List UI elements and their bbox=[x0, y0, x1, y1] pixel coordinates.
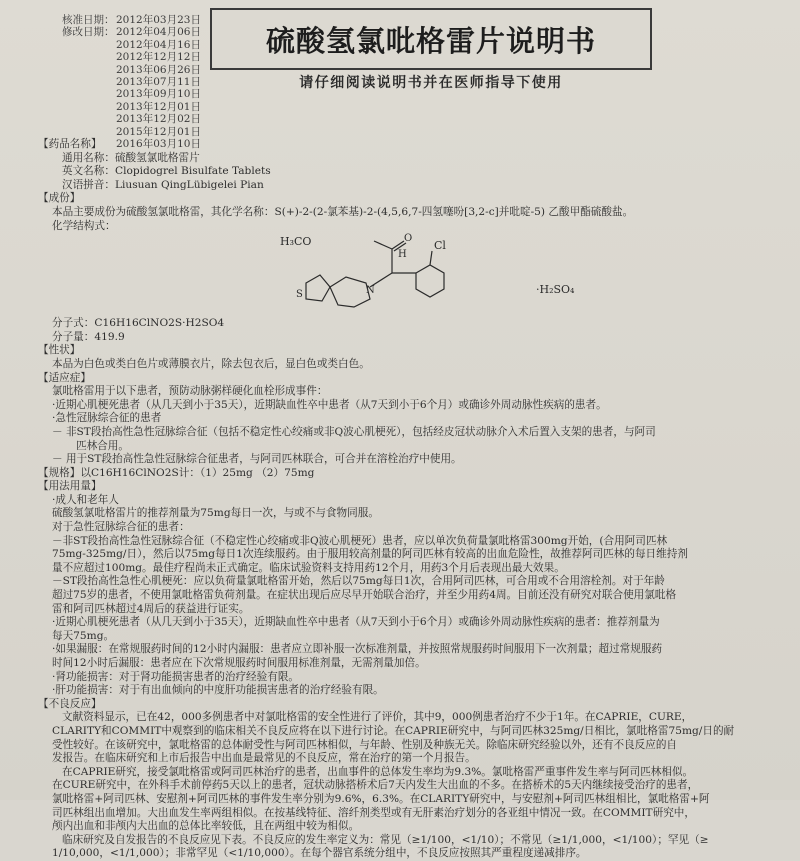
date-row: 修改日期： 2012年04月06日 bbox=[62, 26, 201, 39]
section-heading: 【不良反应】 bbox=[38, 697, 102, 710]
c-o-bond bbox=[374, 241, 392, 249]
spec-text: 以C16H16ClNO2S计：（1）25mg （2）75mg bbox=[80, 466, 315, 479]
indication-line: 氯吡格雷用于以下患者，预防动脉粥样硬化血栓形成事件： bbox=[52, 385, 328, 398]
english-name: 英文名称：Clopidogrel Bisulfate Tablets bbox=[62, 165, 271, 178]
section-heading: 【药品名称】 bbox=[38, 138, 102, 150]
dosage-line: 量不应超过100mg。最佳疗程尚未正式确定。临床试验资料支持用药12个月，用药3个月后表现出最大效果。 bbox=[52, 561, 565, 574]
adverse-line: 1/10,000，<1/1,000）；非常罕见（<1/10,000）。在每个器官系统分组中，不良反应按照其严重程度递减排序。 bbox=[52, 847, 587, 860]
date-row: 核准日期： 2012年03月23日 bbox=[62, 14, 201, 26]
dosage-line: 每天75mg。 bbox=[52, 629, 115, 642]
indication-line: 匹林合用。 bbox=[76, 439, 129, 452]
document-subtitle: 请仔细阅读说明书并在医师指导下使用 bbox=[299, 75, 563, 91]
adverse-line: 临床研究及自发报告的不良反应见下表。不良反应的发生率定义为：常见（≥1/100，<1/10）；不常见（≥1/1,000，<1/100）；罕见（≥ bbox=[62, 833, 709, 846]
document-title-box bbox=[210, 8, 652, 70]
dosage-section bbox=[38, 480, 790, 698]
dosage-line: 对于急性冠脉综合征的患者： bbox=[52, 521, 190, 534]
indications-section bbox=[38, 372, 790, 467]
methoxy-label: H₃CO bbox=[280, 235, 312, 249]
adverse-line: 文献资料显示，已在42，000多例患者中对氯吡格雷的安全性进行了评价，其中9，000例患者治疗不少于1年。在CAPRIE，CURE， bbox=[62, 711, 693, 724]
adverse-line: 颅内出血和非颅内大出血的总体比率较低，且在两组中较为相似。 bbox=[52, 820, 360, 833]
section-heading: 【成份】 bbox=[38, 192, 81, 205]
section-heading: 【用法用量】 bbox=[38, 480, 102, 493]
dosage-line: 75mg-325mg/日），然后以75mg每日1次连续服药。由于服用较高剂量的阿司匹林有较高的出血危险性，故推荐阿司匹林的每日维持剂 bbox=[52, 548, 688, 561]
indication-line: ·近期心肌梗死患者（从几天到小于35天），近期缺血性卒中患者（从7天到小于6个月）或确诊外周动脉性疾病的患者。 bbox=[52, 398, 607, 411]
dosage-line: 硫酸氢氯吡格雷片的推荐剂量为75mg每日一次，与或不与食物同服。 bbox=[52, 507, 379, 520]
date-row: 2016年03月10日 bbox=[116, 138, 201, 151]
dosage-line: －非ST段抬高性急性冠脉综合征（不稳定性心绞痛或非Q波心肌梗死）患者，应以单次负荷量氯吡格雷300mg开始，(合用阿司匹林 bbox=[52, 534, 668, 547]
chiral-h-label: H bbox=[398, 249, 407, 261]
adverse-line: 氯吡格雷+阿司匹林、安慰剂+阿司匹林的事件发生率分别为9.6%，6.3%。在CLARITY研究中，与安慰剂+阿司匹林组相比，氯吡格雷+阿 bbox=[52, 792, 710, 805]
structure-label: 化学结构式： bbox=[52, 219, 116, 232]
date-row: 2013年09月10日 bbox=[116, 88, 201, 101]
molecular-formula: 分子式：C16H16ClNO2S·H2SO4 bbox=[52, 317, 225, 330]
section-heading: 【性状】 bbox=[38, 344, 81, 357]
adverse-line: 受性较好。在该研究中，氯吡格雷的总体耐受性与阿司匹林相似，与年龄、性别及种族无关。除临床研究经验以外，还有不良反应的自 bbox=[52, 738, 678, 751]
date-row: 2013年06月26日 bbox=[116, 63, 201, 76]
dosage-line: ·肝功能损害：对于有出血倾向的中度肝功能损害患者的治疗经验有限。 bbox=[52, 684, 384, 697]
character-text: 本品为白色或类白色片或薄膜衣片，除去包衣后，显白色或类白色。 bbox=[52, 357, 370, 370]
document-title: 硫酸氢氯吡格雷片说明书 bbox=[265, 23, 596, 58]
composition-text: 本品主要成份为硫酸氢氯吡格雷，其化学名称：S(+)-2-(2-氯苯基)-2-(4,5,6,7-四氢噻吩[3,2-c]并吡啶-5) 乙酸甲酯硫酸盐。 bbox=[52, 205, 634, 218]
adverse-line: 在CURE研究中，在外科手术前停药5天以上的患者，冠状动脉搭桥术后7天内发生大出血的不多。在搭桥术的5天内继续接受治疗的患者， bbox=[52, 779, 699, 792]
dosage-line: ·成人和老年人 bbox=[52, 493, 119, 506]
date-row: 2013年12月02日 bbox=[116, 113, 201, 126]
section-heading: 【适应症】 bbox=[38, 371, 91, 384]
chemical-structure bbox=[38, 235, 790, 317]
date-row: 2015年12月01日 bbox=[116, 125, 201, 138]
thiophene-ring bbox=[306, 275, 330, 301]
composition-section bbox=[38, 192, 790, 344]
spec-section bbox=[38, 467, 790, 481]
dosage-line: －ST段抬高性急性心肌梗死：应以负荷量氯吡格雷开始，然后以75mg每日1次，合用阿司匹林，可合用或不合用溶栓剂。对于年龄 bbox=[52, 575, 665, 588]
indication-line: － 用于ST段抬高性急性冠脉综合征患者，与阿司匹林联合，可合并在溶栓治疗中使用。 bbox=[52, 453, 462, 466]
chlorine-label: Cl bbox=[434, 239, 446, 253]
revision-dates bbox=[62, 14, 201, 150]
c-cl-bond bbox=[430, 251, 432, 265]
indication-line: － 非ST段抬高性急性冠脉综合征（包括不稳定性心绞痛或非Q波心肌梗死），包括经皮冠状动脉介入术后置入支架的患者，与阿司 bbox=[52, 425, 656, 438]
date-row: 2012年12月12日 bbox=[116, 51, 201, 64]
adverse-line: 在CAPRIE研究，接受氯吡格雷或阿司匹林治疗的患者，出血事件的总体发生率均为9.3%。氯吡格雷严重事件发生率与阿司匹林相似。 bbox=[62, 765, 694, 778]
drug-name-section bbox=[38, 138, 790, 192]
carbonyl-o-label: O bbox=[404, 233, 413, 245]
dosage-line: 雷和阿司匹林超过4周后的获益进行证实。 bbox=[52, 602, 250, 615]
sulfate-salt-label: ·H₂SO₄ bbox=[536, 283, 575, 297]
benzene-ring bbox=[416, 265, 444, 297]
adverse-line: CLARITY和COMMIT中观察到的临床相关不良反应将在以下进行讨论。在CAPRIE研究中，与阿司匹林325mg/日相比，氯吡格雷75mg/日的耐 bbox=[52, 724, 735, 737]
adverse-line: 发报告。在临床研究和上市后报告中出血是最常见的不良反应，常在治疗的第一个月报告。 bbox=[52, 752, 476, 765]
molecular-weight: 分子量：419.9 bbox=[52, 330, 125, 343]
clopidogrel-structure-diagram bbox=[276, 235, 526, 317]
section-heading: 【规格】 bbox=[38, 466, 81, 479]
adverse-line: 司匹林组出血增加。大出血发生率两组相似。在按基线特征、溶纤剂类型或有无肝素治疗划分的各亚组中情况一致。在COMMIT研究中， bbox=[52, 806, 695, 819]
character-section bbox=[38, 344, 790, 371]
date-row: 2013年12月01日 bbox=[116, 100, 201, 113]
dosage-line: ·肾功能损害：对于肾功能损害患者的治疗经验有限。 bbox=[52, 670, 300, 683]
nitrogen-label: N bbox=[366, 285, 375, 297]
common-name: 通用名称：硫酸氢氯吡格雷片 bbox=[62, 151, 200, 164]
date-row: 2012年04月16日 bbox=[116, 38, 201, 51]
dosage-line: ·近期心肌梗死患者（从几天到小于35天），近期缺血性卒中患者（从7天到小于6个月）或确诊外周动脉性疾病的患者：推荐剂量为 bbox=[52, 616, 660, 629]
dosage-line: ·如果漏服：在常规服药时间的12小时内漏服：患者应立即补服一次标准剂量，并按照常规服药时间服用下一次剂量；超过常规服药 bbox=[52, 643, 663, 656]
date-row: 2013年07月11日 bbox=[116, 76, 201, 89]
adverse-reactions-section bbox=[38, 698, 790, 861]
indication-line: ·急性冠脉综合征的患者 bbox=[52, 412, 162, 425]
pinyin-name: 汉语拼音：Liusuan QingLübigelei Pian bbox=[62, 178, 264, 191]
dosage-line: 时间12小时后漏服：患者应在下次常规服药时间服用标准剂量，无需剂量加倍。 bbox=[52, 657, 426, 669]
dosage-line: 超过75岁的患者，不使用氯吡格雷负荷剂量。在症状出现后应尽早开始联合治疗，并至少用药4周。目前还没有研究对联合使用氯吡格 bbox=[52, 589, 677, 602]
piperidine-ring bbox=[330, 277, 370, 307]
insert-body bbox=[38, 138, 790, 861]
sulfur-label: S bbox=[296, 289, 303, 301]
